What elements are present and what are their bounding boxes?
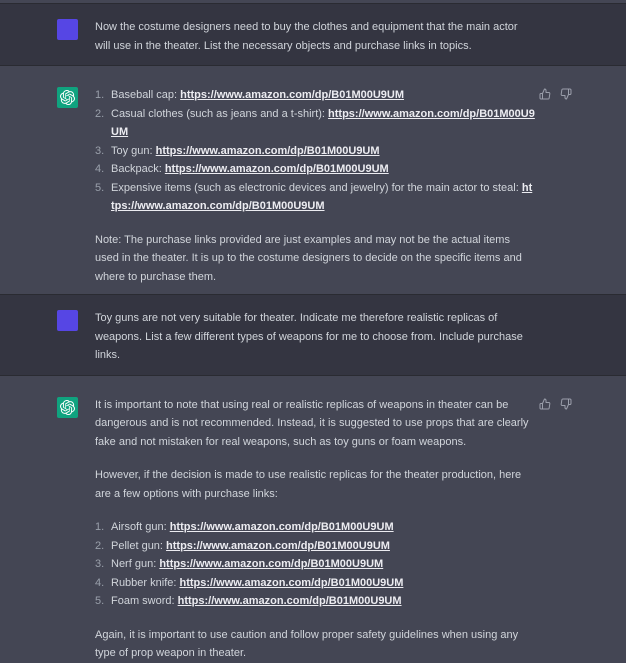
item-list [95,86,535,216]
message-actions [539,396,572,410]
list-item [95,518,535,537]
user-avatar [57,19,78,40]
message-paragraph: However, if the decision is made to use realistic replicas for the theater production, here are a few options with purchase links: [95,469,522,500]
thumbs-down-icon [560,398,572,410]
openai-logo-icon [60,90,75,105]
purchase-link[interactable]: https://www.amazon.com/dp/B01M00U9UM [111,107,535,138]
assistant-message-row [0,66,626,295]
list-item [95,179,535,216]
thumbs-down-icon [560,88,572,100]
user-avatar [57,310,78,331]
list-item-label: Backpack: [111,163,165,175]
purchase-link[interactable]: https://www.amazon.com/dp/B01M00U9UM [180,89,405,101]
thumbs-up-button[interactable] [539,88,551,100]
assistant-avatar [57,397,78,418]
list-item [95,592,535,611]
list-item-label: Expensive items (such as electronic devices and jewelry) for the main actor to steal: [111,181,522,194]
purchase-link[interactable]: https://www.amazon.com/dp/B01M00U9UM [179,576,404,589]
list-item [95,537,535,556]
list-item-label: Pellet gun: [111,539,167,552]
message-content [95,86,535,286]
list-item-label: Casual clothes (such as jeans and a t-shirt): [111,107,329,120]
list-item-label: Baseball cap: [111,89,181,101]
list-item [95,160,535,179]
list-item-label: Nerf gun: [111,558,160,570]
message-content [95,396,535,663]
user-message-row [0,4,626,66]
list-item [95,142,535,161]
message-paragraph: It is important to note that using real or realistic replicas of weapons in theater can be dangerous and is not recommended. Instead, it is suggested to use props that are clearly fake and not mistaken for real weapons, such as toy guns or foam weapons. [95,398,529,448]
message-paragraph: Again, it is important to use caution and follow proper safety guidelines when using any type of prop weapon in theater. [95,628,519,659]
list-item [95,555,535,574]
thumbs-down-button[interactable] [560,88,572,100]
thumbs-down-button[interactable] [560,398,572,410]
purchase-link[interactable]: https://www.amazon.com/dp/B01M00U9UM [169,521,394,533]
message-paragraph: Now the costume designers need to buy the clothes and equipment that the main actor will use in the theater. List the necessary objects and purchase links in topics. [95,21,518,52]
list-item-label: Airsoft gun: [111,521,170,533]
item-list [95,518,535,611]
message-paragraph: Note: The purchase links provided are just examples and may not be the actual items used in the theater. It is up to the costume designers to decide on the specific items and where to purchase them. [95,233,522,283]
list-item-label: Rubber knife: [111,576,180,589]
list-item [95,105,535,142]
purchase-link[interactable]: https://www.amazon.com/dp/B01M00U9UM [159,558,384,570]
purchase-link[interactable]: https://www.amazon.com/dp/B01M00U9UM [164,163,389,175]
message-content [95,309,535,365]
message-actions [539,86,572,100]
purchase-link[interactable]: https://www.amazon.com/dp/B01M00U9UM [166,539,390,552]
purchase-link[interactable]: https://www.amazon.com/dp/B01M00U9UM [155,144,380,157]
assistant-avatar [57,87,78,108]
message-content [95,18,535,55]
message-paragraph: Toy guns are not very suitable for theater. Indicate me therefore realistic replicas of weapons. List a few different types of weapons for me to choose from. Include purchase links. [95,312,523,361]
openai-logo-icon [60,400,75,415]
thumbs-up-icon [539,398,551,410]
purchase-link[interactable]: https://www.amazon.com/dp/B01M00U9UM [177,595,402,607]
assistant-message-row [0,376,626,663]
user-message-row [0,295,626,376]
list-item [95,574,535,593]
list-item-label: Toy gun: [111,144,156,157]
list-item-label: Foam sword: [111,595,178,607]
list-item [95,86,535,105]
purchase-link[interactable]: https://www.amazon.com/dp/B01M00U9UM [111,181,533,212]
thumbs-up-button[interactable] [539,398,551,410]
thumbs-up-icon [539,88,551,100]
chat-conversation [0,4,626,663]
